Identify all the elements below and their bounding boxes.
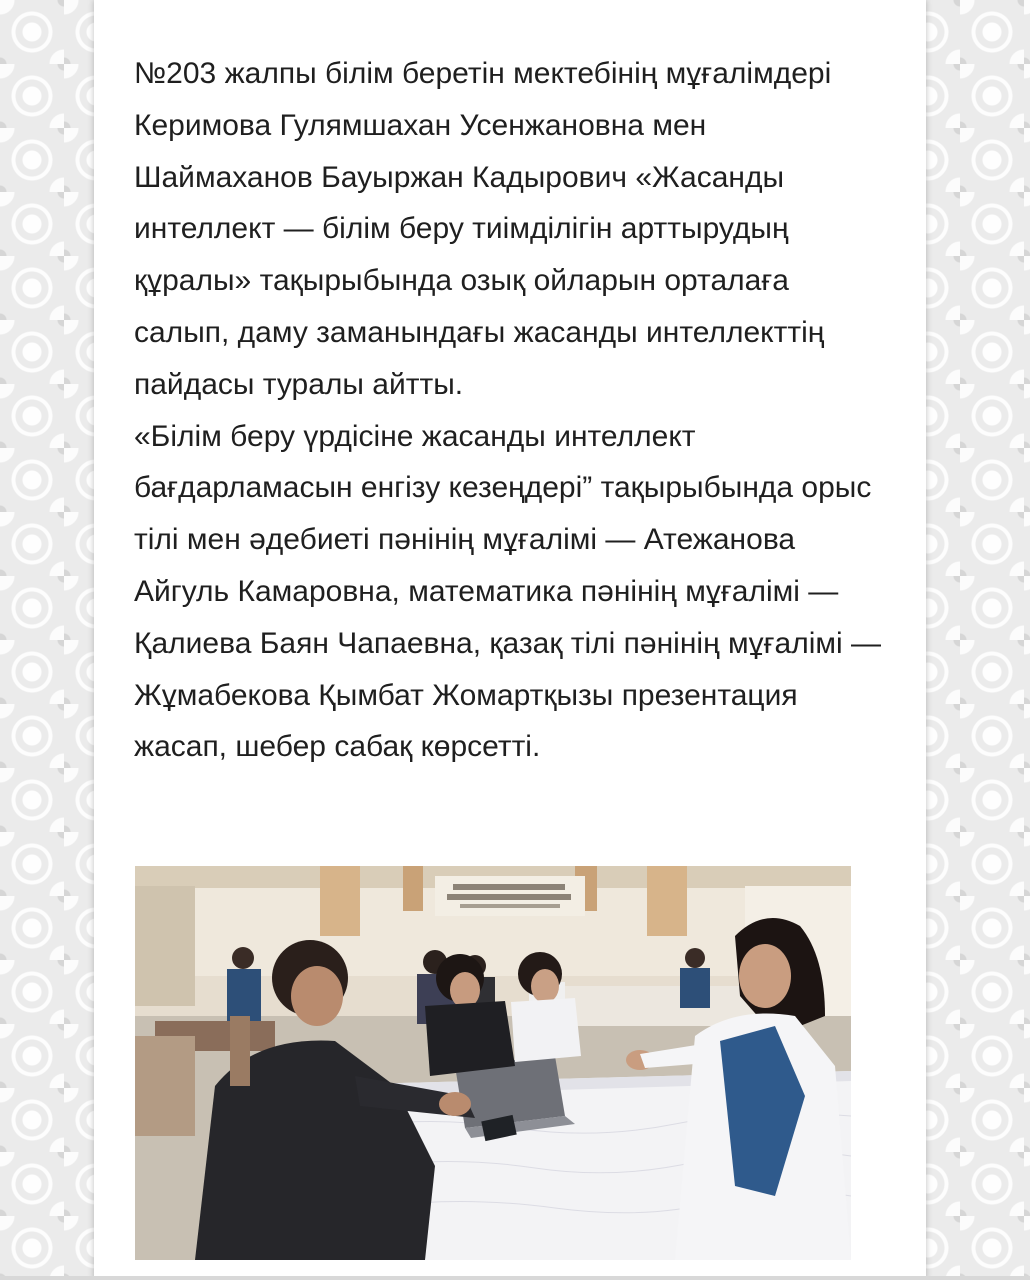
article-text (134, 48, 886, 773)
bottom-edge (0, 1276, 1030, 1280)
article-card (94, 0, 926, 1280)
classroom-photo-image (135, 866, 851, 1260)
article-photo (135, 866, 851, 1260)
article-paragraph-2: «Білім беру үрдісіне жасанды интеллект бағдарламасын енгізу кезеңдері” тақырыбында орыс тілі мен әдебиеті пәнінің мұғалімі — Атежанова Айгуль Камаровна, математика пәнінің мұғалімі — Қалиева Баян Чапаевна, қазақ тілі пәнінің мұғалімі — Жұмабекова Қымбат Жомартқызы презентация жасап, шебер сабақ көрсетті. (134, 419, 882, 764)
article-paragraph-1: №203 жалпы білім беретін мектебінің мұғалімдері Керимова Гулямшахан Усенжановна мен Шаймаханов Бауыржан Кадырович «Жасанды интеллект — білім беру тиімділігін арттырудың құралы» тақырыбында озық ойларын орталаға салып, даму заманындағы жасанды интеллекттің пайдасы туралы айтты. (134, 57, 832, 401)
